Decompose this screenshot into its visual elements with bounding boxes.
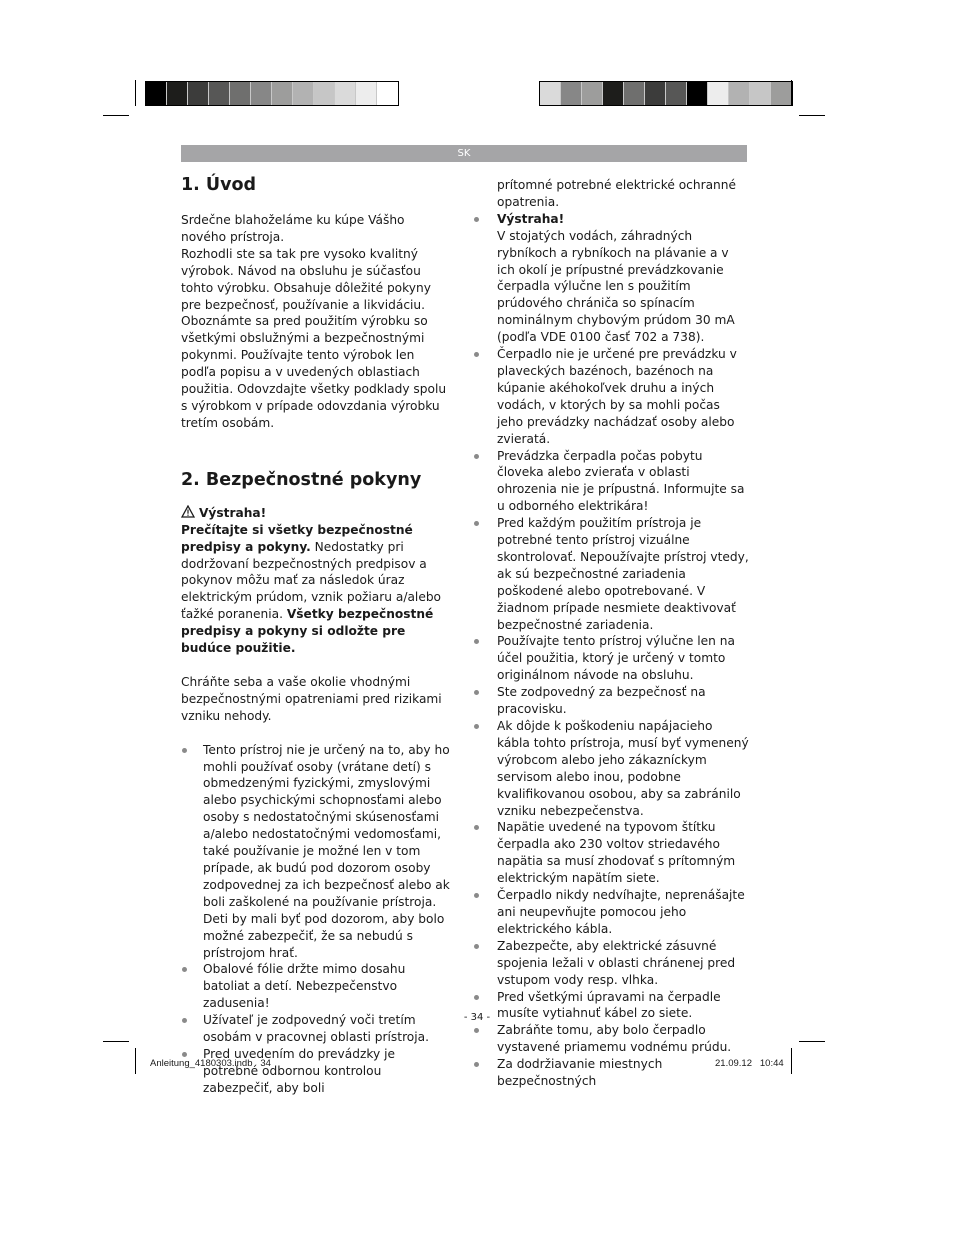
- color-swatch: [666, 82, 687, 105]
- section-heading-intro: 1. Úvod: [181, 175, 257, 195]
- color-swatch: [356, 82, 377, 105]
- color-swatch: [540, 82, 561, 105]
- color-swatch: [645, 82, 666, 105]
- list-item: Pred každým použitím prístroja je potrebné tento prístroj vizuálne skontrolovať. Nepoužívajte prístroj vtedy, ak sú bezpečnostné zariadenia poškodené alebo opotrebované. V žiadnom prípade nesmiete deaktivovať bezpečnostné zariadenia.: [497, 516, 749, 632]
- list-item: Za dodržiavanie miestnych bezpečnostných: [497, 1056, 749, 1090]
- safety-bullet-list-continued: [497, 211, 749, 1090]
- list-item-warning: [497, 211, 749, 346]
- list-item: Zabezpečte, aby elektrické zásuvné spojenia ležali v oblasti chránenej pred vstupom vody resp. vlhka.: [497, 938, 749, 989]
- crop-mark: [791, 1048, 792, 1074]
- list-item: Pred uvedením do prevádzky je potrebné odbornou kontrolou zabezpečiť, aby boli: [181, 1046, 453, 1097]
- warning-text: Nedostatky pri dodržovaní bezpečnostných predpisov a pokynov môžu mať za následok úraz elektrickým prúdom, vznik požiaru a/alebo ťažké poranenia.: [181, 539, 442, 622]
- color-swatch: [335, 82, 356, 105]
- list-item: Prevádzka čerpadla počas pobytu človeka alebo zvieraťa v oblasti ohrozenia nie je prípustná. Informujte sa u odborného elektrikára!: [497, 448, 749, 516]
- list-item: Používajte tento prístroj výlučne len na účel použitia, ktorý je určený v tomto originálnom návode na obsluhu.: [497, 633, 749, 684]
- crop-mark: [791, 80, 792, 106]
- color-swatch: [624, 82, 645, 105]
- page-number: - 34 -: [463, 1012, 491, 1023]
- footer-filename: Anleitung_4180303.indb 34: [150, 1058, 271, 1069]
- warning-heading: [181, 505, 453, 522]
- intro-paragraph: Srdečne blahoželáme ku kúpe Vášho nového prístroja.: [181, 213, 405, 244]
- continued-text: prítomné potrebné elektrické ochranné opatrenia.: [497, 178, 737, 209]
- color-swatch: [314, 82, 335, 105]
- list-item: Tento prístroj nie je určený na to, aby ho mohli používať osoby (vrátane detí) s obmedzenými fyzickými, zmyslovými alebo psychickými schopnosťami alebo osoby s nedostatočnými skúsenosťami a/alebo nedostatočnými vedomosťami, také používanie je možné len v tom prípade, ak budú pod dozorom osoby zodpovednej za ich bezpečnosť alebo ak boli zaškolené na používanie prístroja. Deti by mali byť pod dozorom, aby bolo možné zabezpečiť, že sa nebudú s prístrojom hrať.: [181, 742, 453, 962]
- color-swatch: [708, 82, 729, 105]
- list-item: Pred všetkými úpravami na čerpadle musíte vytiahnuť kábel zo siete.: [497, 989, 749, 1023]
- list-item: Užívateľ je zodpovedný voči tretím osobám v pracovnej oblasti prístroja.: [181, 1012, 453, 1046]
- crop-mark: [135, 80, 136, 106]
- color-swatch: [146, 82, 167, 105]
- list-item: Čerpadlo nikdy nedvíhajte, neprenášajte ani neupevňujte pomocou jeho elektrického kábla.: [497, 887, 749, 938]
- safety-bullet-list: [181, 742, 453, 1097]
- crop-mark: [135, 1048, 136, 1074]
- color-swatch: [750, 82, 771, 105]
- list-item: Obalové fólie držte mimo dosahu batoliat a detí. Nebezpečenstvo zadusenia!: [181, 961, 453, 1012]
- warning-paragraph: [181, 522, 453, 657]
- warning-label: Výstraha!: [199, 505, 267, 520]
- list-item: Zabráňte tomu, aby bolo čerpadlo vystavené priamemu vodnému prúdu.: [497, 1022, 749, 1056]
- color-swatch: [293, 82, 314, 105]
- color-swatch: [729, 82, 750, 105]
- protect-paragraph: Chráňte seba a vaše okolie vhodnými bezpečnostnými opatreniami pred rizikami vzniku nehody.: [181, 674, 442, 723]
- language-header-bar: SK: [181, 145, 747, 162]
- left-column: [181, 174, 453, 1097]
- crop-mark: [103, 1041, 129, 1042]
- color-swatch: [167, 82, 188, 105]
- crop-mark: [103, 115, 129, 116]
- list-item: Čerpadlo nie je určené pre prevádzku v plaveckých bazénoch, bazénoch na kúpanie akéhokoľvek druhu a iných vodách, v ktorých by sa mohli počas jeho prevádzky nachádzať osoby alebo zvieratá.: [497, 346, 749, 447]
- warning-triangle-icon: [181, 505, 195, 518]
- color-swatch: [603, 82, 624, 105]
- right-column: [497, 177, 749, 1090]
- color-swatch: [209, 82, 230, 105]
- warning-bold-tail: Všetky bezpečnostné predpisy a pokyny si odložte pre budúce použitie.: [181, 607, 434, 656]
- color-swatch: [687, 82, 708, 105]
- color-swatch: [188, 82, 209, 105]
- list-item: Ak dôjde k poškodeniu napájacieho kábla tohto prístroja, musí byť vymenený výrobcom alebo jeho zákazníckym servisom alebo inou, podobne kvalifikovanou osobou, aby sa zabránilo vzniku nebezpečenstva.: [497, 719, 749, 818]
- crop-mark: [799, 1041, 825, 1042]
- color-swatch: [771, 82, 792, 105]
- color-swatch: [561, 82, 582, 105]
- crop-mark: [799, 115, 825, 116]
- color-swatch: [272, 82, 293, 105]
- color-swatch: [251, 82, 272, 105]
- section-heading-safety: 2. Bezpečnostné pokyny: [181, 469, 422, 490]
- list-item: Napätie uvedené na typovom štítku čerpadla ako 230 voltov striedavého napätia sa musí zhodovať s prítomným elektrickým napätím siete.: [497, 819, 749, 887]
- right-color-bar: [539, 81, 793, 106]
- color-swatch: [582, 82, 603, 105]
- footer-datetime: 21.09.12 10:44: [715, 1058, 784, 1069]
- color-swatch: [230, 82, 251, 105]
- warning-bold-lead: Prečítajte si všetky bezpečnostné predpisy a pokyny.: [181, 522, 413, 554]
- warning-label: Výstraha!: [497, 211, 565, 226]
- intro-paragraph: Rozhodli ste sa tak pre vysoko kvalitný výrobok. Návod na obsluhu je súčasťou tohto výrobku. Obsahuje dôležité pokyny pre bezpečnosť, používanie a likvidáciu. Oboznámte sa pred použitím výrobku so všetkými obslužnými a bezpečnostnými pokynmi. Používajte tento výrobok len podľa popisu a v uvedených oblastiach použitia. Odovzdajte všetky podklady spolu s výrobkom v prípade odovzdania výrobku tretím osobám.: [181, 246, 447, 430]
- left-color-bar: [145, 81, 399, 106]
- warning-text: V stojatých vodách, záhradných rybníkoch a rybníkoch na plávanie a v ich okolí je prípustné prevádzkovanie čerpadla výlučne len s použitím prúdového chrániča so spínacím nominálnym chybovým prúdom 30 mA (podľa VDE 0100 časť 702 a 738).: [497, 228, 735, 345]
- list-item: Ste zodpovedný za bezpečnosť na pracovisku.: [497, 684, 749, 718]
- color-swatch: [377, 82, 398, 105]
